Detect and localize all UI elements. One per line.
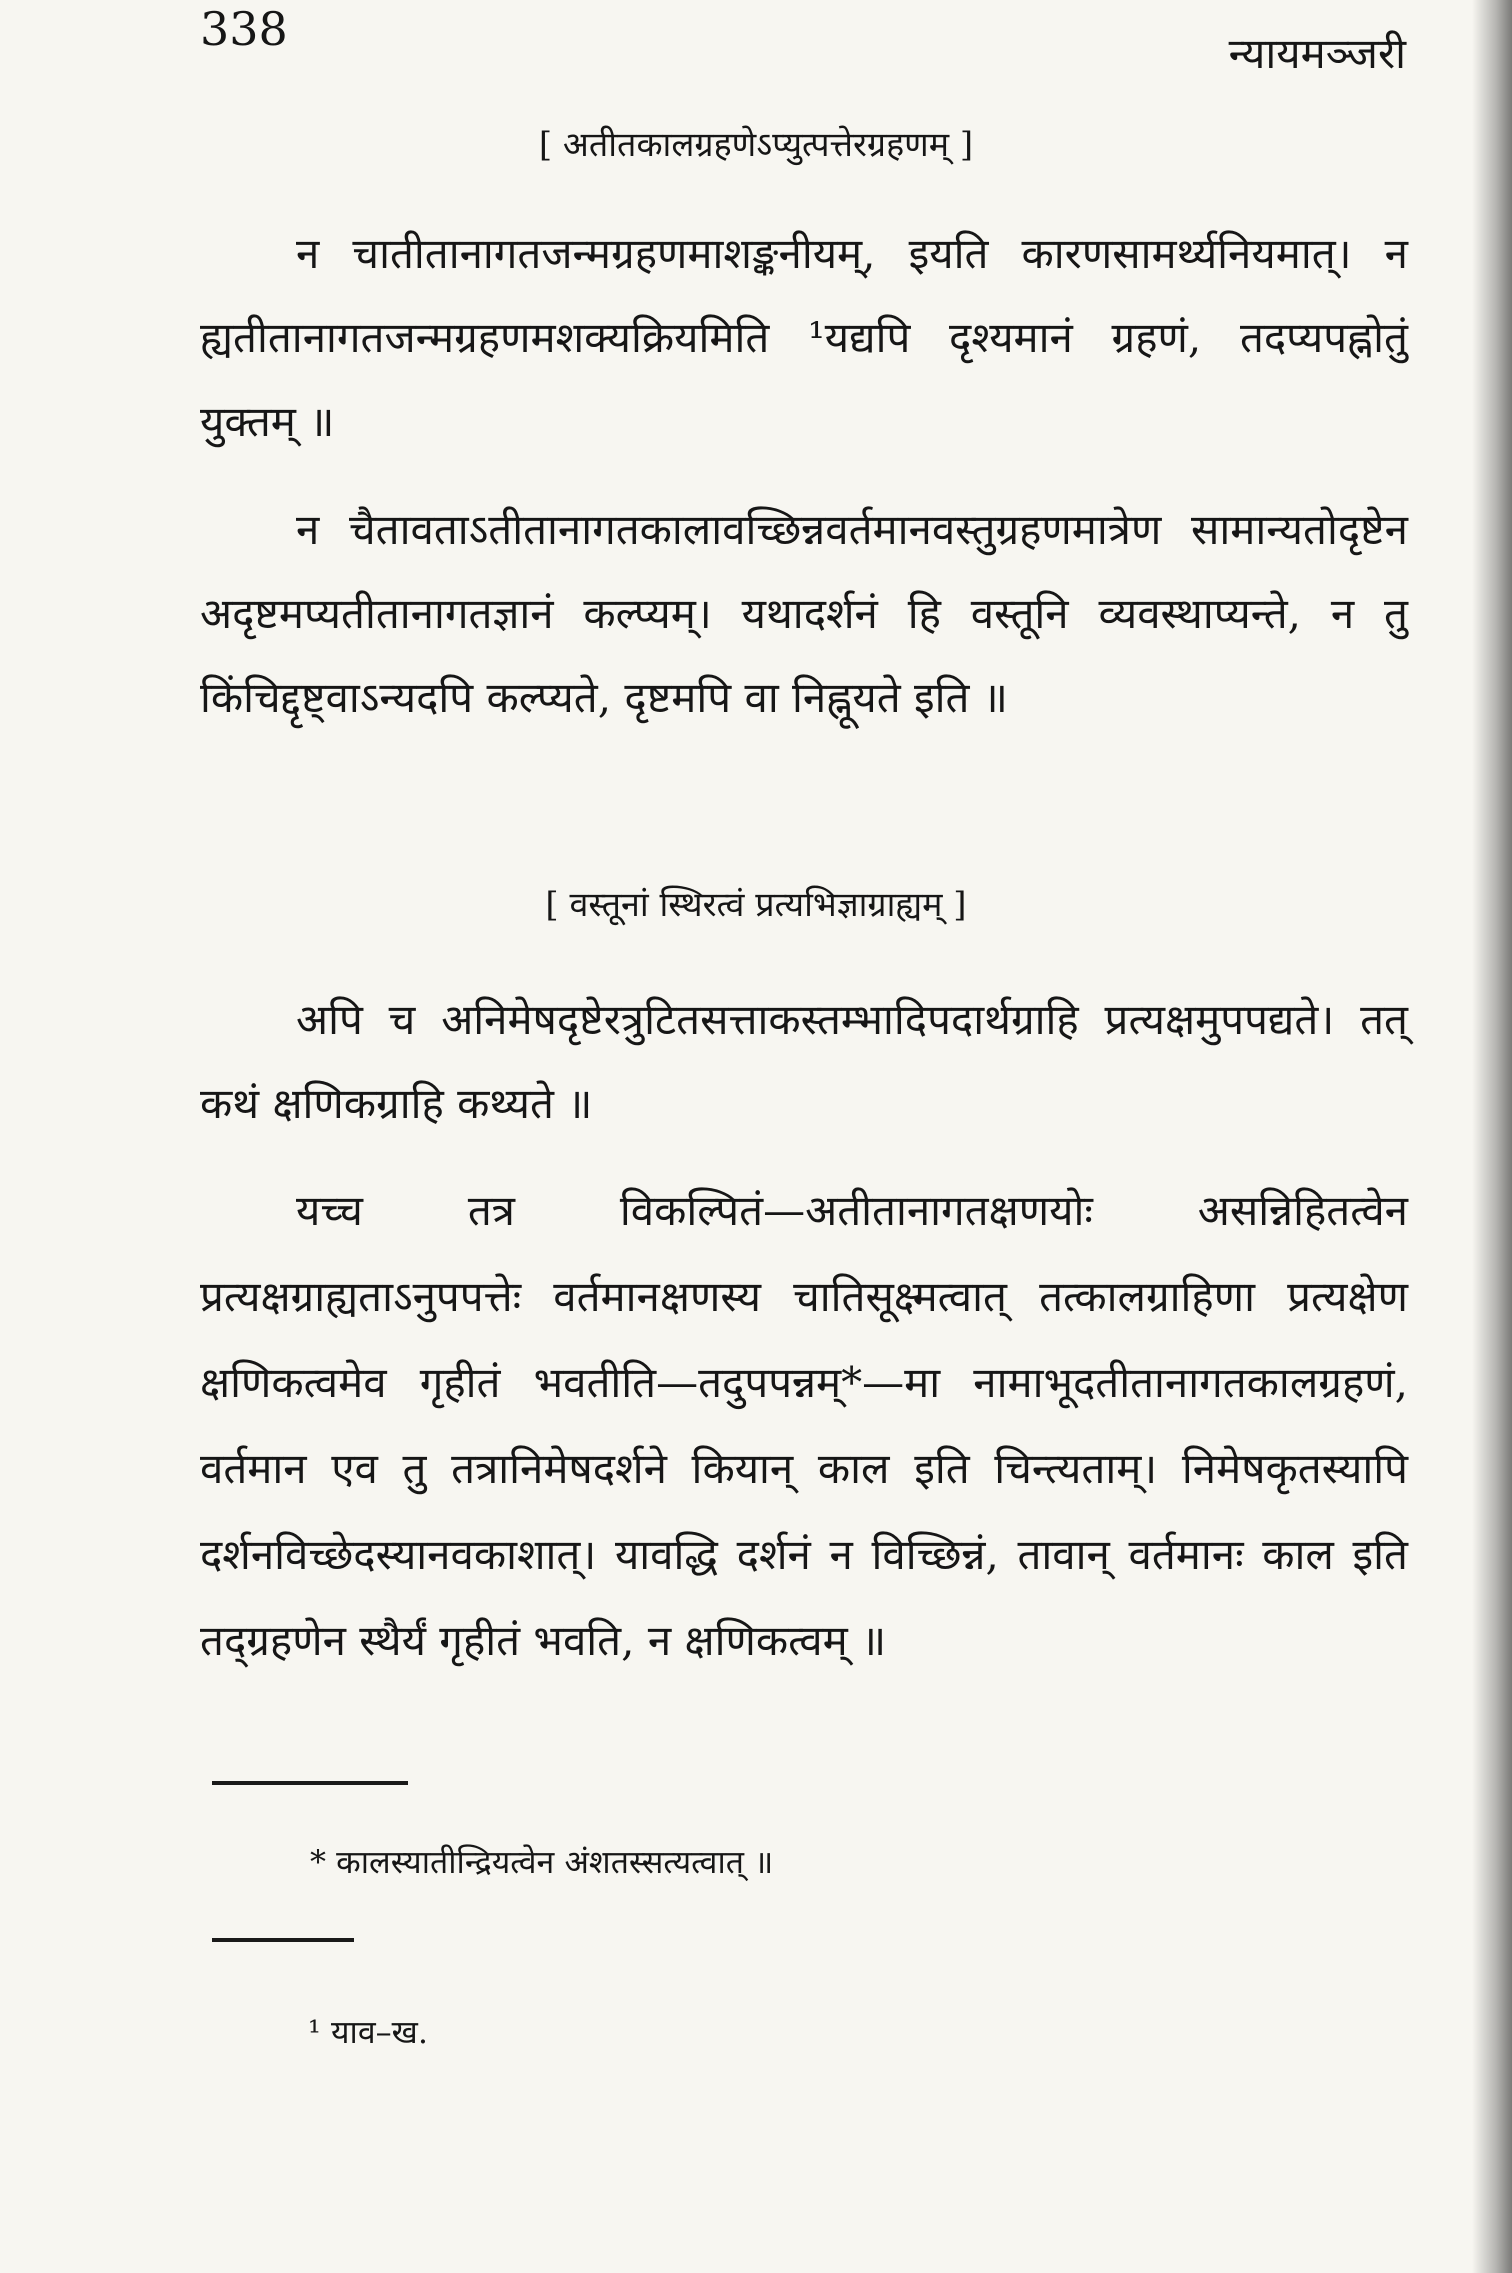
- page-header: [0, 0, 1512, 90]
- footnote-star: * कालस्यातीन्द्रियत्वेन अंशतस्सत्यत्वात् ॥: [310, 1843, 774, 1881]
- paragraph: अपि च अनिमेषदृष्टेरत्रुटितसत्ताकस्तम्भादिपदार्थग्राहि प्रत्यक्षमुपपद्यते। तत् कथं क्षणिकग्राहि कथ्यते ॥: [200, 995, 1408, 1128]
- paragraph: न चातीतानागतजन्मग्रहणमाशङ्कनीयम्, इयति कारणसामर्थ्यनियमात्। न ह्यतीतानागतजन्मग्रहणमशक्यक्रियमिति ¹यद्यपि दृश्यमानं ग्रहणं, तदप्यपह्नोतुं युक्तम् ॥: [200, 229, 1408, 446]
- paragraph: न चैतावताऽतीतानागतकालावच्छिन्नवर्तमानवस्तुग्रहणमात्रेण सामान्यतोदृष्टेन अदृष्टमप्यतीतानागतज्ञानं कल्प्यम्। यथादर्शनं हि वस्तूनि व्यवस्थाप्यन्ते, न तु किंचिद्दृष्ट्वाऽन्यदपि कल्प्यते, दृष्टमपि वा निह्नूयते इति ॥: [200, 505, 1408, 722]
- section-heading: [ वस्तूनां स्थिरत्वं प्रत्यभिज्ञाग्राह्यम् ]: [545, 885, 967, 925]
- page-number: 338: [200, 2, 288, 56]
- section-heading: [ अतीतकालग्रहणेऽप्युत्पत्तेरग्रहणम् ]: [538, 125, 974, 165]
- paragraph: यच्च तत्र विकल्पितं—अतीतानागतक्षणयोः असन्निहितत्वेन प्रत्यक्षग्राह्यताऽनुपपत्तेः वर्तमानक्षणस्य चातिसूक्ष्मत्वात् तत्कालग्राहिणा प्रत्यक्षेण क्षणिकत्वमेव गृहीतं भवतीति—तदुपपन्नम्*—मा नामाभूदतीतानागतकालग्रहणं, वर्तमान एव तु तत्रानिमेषदर्शने कियान् काल इति चिन्त्यताम्। निमेषकृतस्यापि दर्शनविच्छेदस्यानवकाशात्। यावद्धि दर्शनं न विच्छिन्नं, तावान् वर्तमानः काल इति तद्ग्रहणेन स्थैर्यं गृहीतं भवति, न क्षणिकत्वम् ॥: [200, 1186, 1408, 1665]
- footnote-separator: [212, 1938, 354, 1942]
- footnote-variant: ¹ याव–ख.: [308, 2013, 428, 2051]
- page-edge-shadow: [1472, 0, 1512, 2273]
- running-title: न्यायमञ्जरी: [1228, 29, 1406, 78]
- footnote-separator: [212, 1781, 408, 1785]
